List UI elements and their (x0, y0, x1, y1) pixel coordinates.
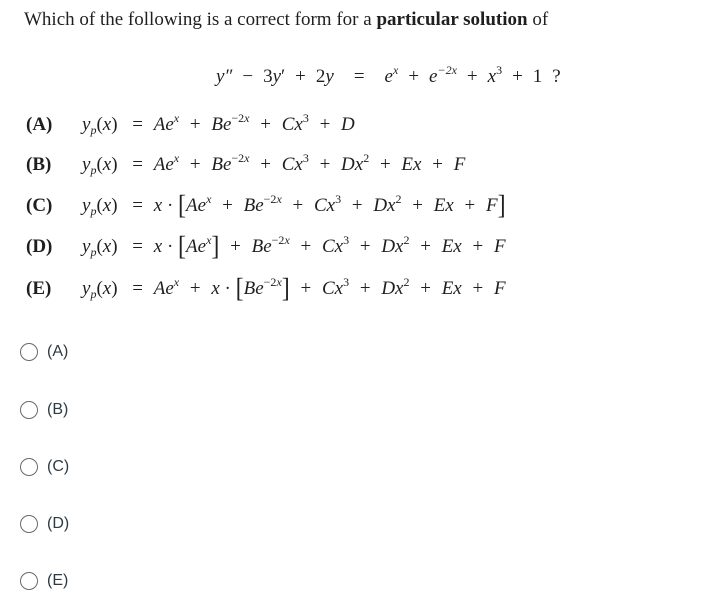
radio-b-icon[interactable] (20, 401, 38, 419)
option-c-letter: (C) (26, 195, 53, 216)
eq-term: y″ (216, 66, 233, 87)
radio-a-icon[interactable] (20, 343, 38, 361)
eq-term: 2y (315, 66, 334, 87)
choice-e-label[interactable]: (E) (47, 572, 69, 589)
choice-d[interactable] (20, 515, 69, 533)
eq-term: x (487, 66, 497, 87)
eq-term: x (392, 63, 399, 77)
option-d-letter: (D) (26, 236, 53, 257)
eq-op: − (242, 66, 254, 87)
eq-term: e (384, 66, 393, 87)
choice-a[interactable] (20, 343, 68, 361)
eq-term: 3 (496, 63, 503, 77)
question-bold: particular solution (376, 9, 528, 30)
choice-e[interactable] (20, 572, 68, 590)
eq-op: + (512, 66, 523, 87)
question-suffix: of (527, 9, 549, 30)
question-prefix: Which of the following is a correct form for a (24, 9, 377, 30)
option-e-letter: (E) (26, 278, 52, 299)
question-text (24, 8, 548, 32)
eq-term: ? (552, 66, 561, 87)
option-a-letter: (A) (26, 114, 53, 135)
eq-op: + (295, 66, 306, 87)
option-d-formula: $y_p(x) = x \cdot [Ae^x] + Be^{-2x} + Cx^3 + Dx^2 + Ex + F$ (82, 232, 506, 262)
eq-op: = (353, 66, 365, 87)
option-c-formula: $y_p(x) = x \cdot [Ae^x + Be^{-2x} + Cx^3 + Dx^2 + Ex + F]$ (82, 191, 506, 221)
option-a-formula: $y_p(x) = Ae^x + Be^{-2x} + Cx^3 + D$ (82, 111, 355, 137)
main-equation (216, 64, 561, 90)
choice-c-label[interactable]: (C) (47, 458, 70, 475)
choice-b-label[interactable]: (B) (47, 401, 69, 418)
eq-op: + (466, 66, 478, 87)
option-b-formula: $y_p(x) = Ae^x + Be^{-2x} + Cx^3 + Dx^2 + Ex + F$ (82, 151, 466, 177)
eq-term: −2x (437, 63, 457, 77)
option-e-formula: $y_p(x) = Ae^x + x \cdot [Be^{-2x}] + Cx^3 + Dx^2 + Ex + F$ (82, 274, 506, 304)
eq-term: e (429, 66, 438, 87)
radio-d-icon[interactable] (20, 515, 38, 533)
choice-b[interactable] (20, 401, 68, 419)
eq-term: 1 (532, 66, 543, 87)
choice-c[interactable] (20, 458, 69, 476)
radio-c-icon[interactable] (20, 458, 38, 476)
choice-d-label[interactable]: (D) (47, 515, 70, 532)
eq-term: 3y′ (263, 66, 286, 87)
choice-a-label[interactable]: (A) (47, 343, 69, 360)
radio-e-icon[interactable] (20, 572, 38, 590)
option-b-letter: (B) (26, 154, 52, 175)
eq-op: + (408, 66, 420, 87)
